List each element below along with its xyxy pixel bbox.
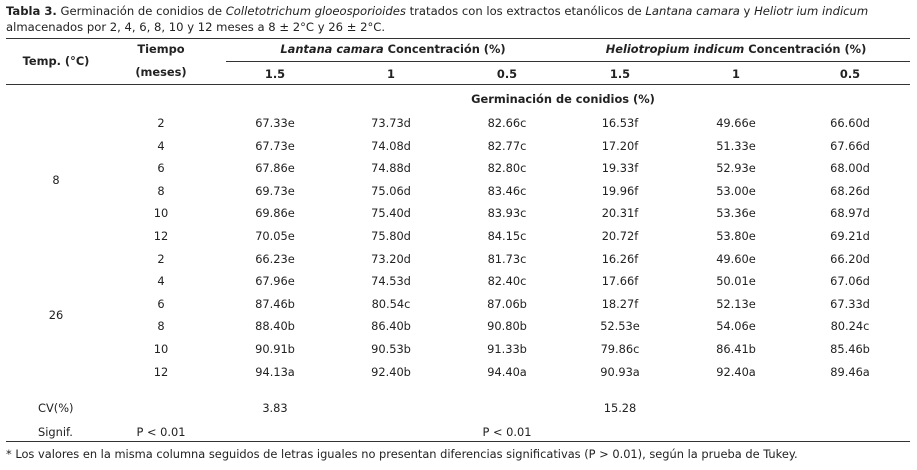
germination-value: 17.20f bbox=[601, 138, 639, 153]
tiempo-value: 8 bbox=[157, 319, 165, 334]
germination-value: 92.40a bbox=[716, 364, 756, 379]
caption-text: tratados con los extractos etanólicos de bbox=[405, 4, 646, 18]
signif-concentracion: P < 0.01 bbox=[482, 425, 532, 439]
concentration-header: 1 bbox=[387, 67, 395, 81]
germination-value: 80.24c bbox=[830, 319, 870, 334]
tiempo-value: 4 bbox=[157, 274, 165, 289]
germination-value: 82.77c bbox=[487, 138, 527, 153]
germination-value: 82.80c bbox=[487, 161, 527, 176]
germination-value: 52.53e bbox=[600, 319, 640, 334]
temp-value: 8 bbox=[52, 172, 60, 187]
germination-value: 87.46b bbox=[255, 296, 295, 311]
concentration-header: 1 bbox=[732, 67, 740, 81]
germination-value: 18.27f bbox=[601, 296, 639, 311]
concentration-header: 0.5 bbox=[839, 67, 861, 81]
germination-value: 90.93a bbox=[600, 364, 640, 379]
footnote: * Los valores en la misma columna seguidos de letras iguales no presentan diferencias significativas (P > 0.01), según la prueba de Tukey. bbox=[6, 447, 798, 461]
caption-text: almacenados por 2, 4, 6, 8, 10 y 12 meses a 8 ± 2°C y 26 ± 2°C. bbox=[6, 20, 386, 34]
temp-header: Temp. (°C) bbox=[22, 54, 90, 68]
germination-value: 67.66d bbox=[830, 138, 870, 153]
concentration-header: 1.5 bbox=[609, 67, 631, 81]
germination-value: 19.33f bbox=[601, 161, 639, 176]
germination-value: 68.97d bbox=[830, 206, 870, 221]
caption-species: Lantana camara bbox=[645, 4, 740, 18]
tiempo-value: 12 bbox=[153, 229, 169, 243]
germination-value: 49.60e bbox=[716, 251, 756, 266]
lantana-conc-label: Concentración (%) bbox=[383, 42, 506, 56]
germination-value: 69.86e bbox=[255, 206, 295, 221]
germination-value: 92.40b bbox=[371, 364, 411, 379]
germination-value: 83.93c bbox=[487, 206, 527, 221]
tiempo-value: 10 bbox=[153, 342, 169, 356]
tiempo-value: 12 bbox=[153, 364, 169, 379]
tiempo-value: 6 bbox=[157, 161, 165, 176]
germination-value: 67.06d bbox=[830, 274, 870, 289]
temp-value: 26 bbox=[48, 308, 64, 323]
caption-species: Heliotr ium indicum bbox=[754, 4, 869, 18]
germination-value: 81.73c bbox=[487, 251, 527, 266]
germination-value: 67.86e bbox=[255, 161, 295, 176]
germination-value: 86.40b bbox=[371, 319, 411, 334]
germination-value: 66.60d bbox=[830, 116, 870, 130]
tiempo-value: 6 bbox=[157, 296, 165, 311]
helio-species: Heliotropium indicum bbox=[605, 42, 745, 56]
cv-lantana: 3.83 bbox=[262, 401, 288, 415]
germination-value: 90.80b bbox=[487, 319, 527, 334]
germination-value: 84.15c bbox=[487, 229, 527, 243]
table-top-rule bbox=[6, 38, 910, 39]
germination-value: 94.13a bbox=[255, 364, 295, 379]
signif-label: Signif. bbox=[38, 425, 73, 439]
germination-value: 20.72f bbox=[601, 229, 639, 243]
germination-value: 52.13e bbox=[716, 296, 756, 311]
germination-value: 91.33b bbox=[487, 342, 527, 356]
concentration-header: 0.5 bbox=[496, 67, 518, 81]
germination-value: 70.05e bbox=[255, 229, 295, 243]
helio-conc-label: Concentración (%) bbox=[744, 42, 867, 56]
germination-value: 66.20d bbox=[830, 251, 870, 266]
germination-value: 67.73e bbox=[255, 138, 295, 153]
germination-value: 51.33e bbox=[716, 138, 756, 153]
germination-value: 90.91b bbox=[255, 342, 295, 356]
germination-value: 75.40d bbox=[371, 206, 411, 221]
germination-value: 68.00d bbox=[830, 161, 870, 176]
table-label: Tabla 3. bbox=[6, 4, 57, 18]
germination-value: 69.73e bbox=[255, 183, 295, 198]
tiempo-unit-header: (meses) bbox=[135, 65, 187, 79]
germination-value: 20.31f bbox=[601, 206, 639, 221]
germination-value: 68.26d bbox=[830, 183, 870, 198]
germination-value: 75.06d bbox=[371, 183, 411, 198]
cv-label: CV(%) bbox=[38, 401, 74, 415]
germination-value: 53.36e bbox=[716, 206, 756, 221]
heliotropium-header bbox=[606, 42, 867, 56]
header-bottom-rule bbox=[6, 84, 910, 85]
germination-header: Germinación de conidios (%) bbox=[471, 92, 655, 106]
concentration-subrule bbox=[226, 61, 910, 62]
germination-value: 67.33e bbox=[255, 116, 295, 130]
germination-value: 89.46a bbox=[830, 364, 870, 379]
lantana-header bbox=[280, 42, 505, 56]
germination-value: 53.00e bbox=[716, 183, 756, 198]
germination-value: 80.54c bbox=[371, 296, 411, 311]
germination-value: 90.53b bbox=[371, 342, 411, 356]
germination-value: 53.80e bbox=[716, 229, 756, 243]
germination-value: 83.46c bbox=[487, 183, 527, 198]
germination-value: 52.93e bbox=[716, 161, 756, 176]
germination-value: 67.96e bbox=[255, 274, 295, 289]
germination-value: 73.20d bbox=[371, 251, 411, 266]
germination-value: 85.46b bbox=[830, 342, 870, 356]
germination-value: 86.41b bbox=[716, 342, 756, 356]
signif-tiempo: P < 0.01 bbox=[136, 425, 186, 439]
germination-value: 88.40b bbox=[255, 319, 295, 334]
germination-value: 94.40a bbox=[487, 364, 527, 379]
germination-value: 75.80d bbox=[371, 229, 411, 243]
germination-value: 87.06b bbox=[487, 296, 527, 311]
table-caption bbox=[6, 3, 911, 35]
germination-value: 19.96f bbox=[601, 183, 639, 198]
table-bottom-rule bbox=[6, 441, 910, 442]
germination-value: 49.66e bbox=[716, 116, 756, 130]
caption-species: Colletotrichum gloeosporioides bbox=[225, 4, 406, 18]
germination-value: 66.23e bbox=[255, 251, 295, 266]
caption-text: Germinación de conidios de bbox=[56, 4, 226, 18]
germination-value: 54.06e bbox=[716, 319, 756, 334]
germination-value: 67.33d bbox=[830, 296, 870, 311]
germination-value: 17.66f bbox=[601, 274, 639, 289]
germination-value: 16.26f bbox=[601, 251, 639, 266]
concentration-header: 1.5 bbox=[264, 67, 286, 81]
germination-value: 69.21d bbox=[830, 229, 870, 243]
cv-heliotropium: 15.28 bbox=[603, 401, 637, 415]
germination-value: 82.40c bbox=[487, 274, 527, 289]
germination-value: 82.66c bbox=[487, 116, 527, 130]
germination-value: 74.88d bbox=[371, 161, 411, 176]
tiempo-value: 4 bbox=[157, 138, 165, 153]
germination-value: 74.53d bbox=[371, 274, 411, 289]
tiempo-header: Tiempo bbox=[137, 42, 185, 56]
germination-value: 73.73d bbox=[371, 116, 411, 130]
germination-value: 50.01e bbox=[716, 274, 756, 289]
germination-value: 74.08d bbox=[371, 138, 411, 153]
germination-value: 79.86c bbox=[600, 342, 640, 356]
lantana-species: Lantana camara bbox=[280, 42, 384, 56]
tiempo-value: 8 bbox=[157, 183, 165, 198]
tiempo-value: 2 bbox=[157, 251, 165, 266]
germination-value: 16.53f bbox=[601, 116, 639, 130]
tiempo-value: 2 bbox=[157, 116, 165, 130]
tiempo-value: 10 bbox=[153, 206, 169, 221]
caption-text: y bbox=[739, 4, 755, 18]
